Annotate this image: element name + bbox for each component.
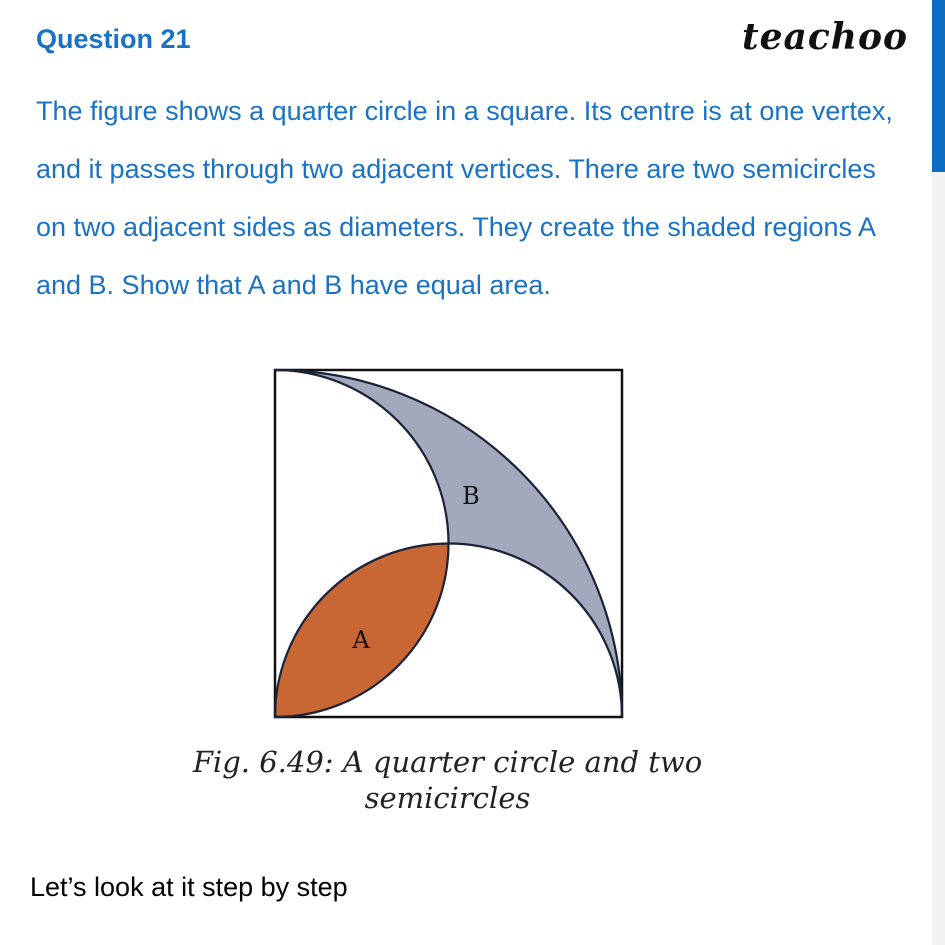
figure-caption (180, 744, 715, 816)
step-intro-text: Let’s look at it step by step (30, 872, 348, 902)
figure-diagram (260, 355, 640, 735)
question-title: Question 21 (36, 24, 191, 54)
label-b: B (462, 482, 480, 510)
label-a: A (352, 626, 370, 654)
caption-line-1: Fig. 6.49: A quarter circle and two (192, 745, 703, 779)
question-text: The figure shows a quarter circle in a square. Its centre is at one vertex, and it passes through two adjacent vertices. There are two semicircles on two adjacent sides as diameters. They create the shaded regions A and B. Show that A and B have equal area. (36, 96, 893, 300)
brand-logo: teachoo (742, 16, 908, 58)
scrollbar-thumb[interactable] (932, 0, 945, 172)
caption-line-2: semicircles (364, 781, 531, 815)
